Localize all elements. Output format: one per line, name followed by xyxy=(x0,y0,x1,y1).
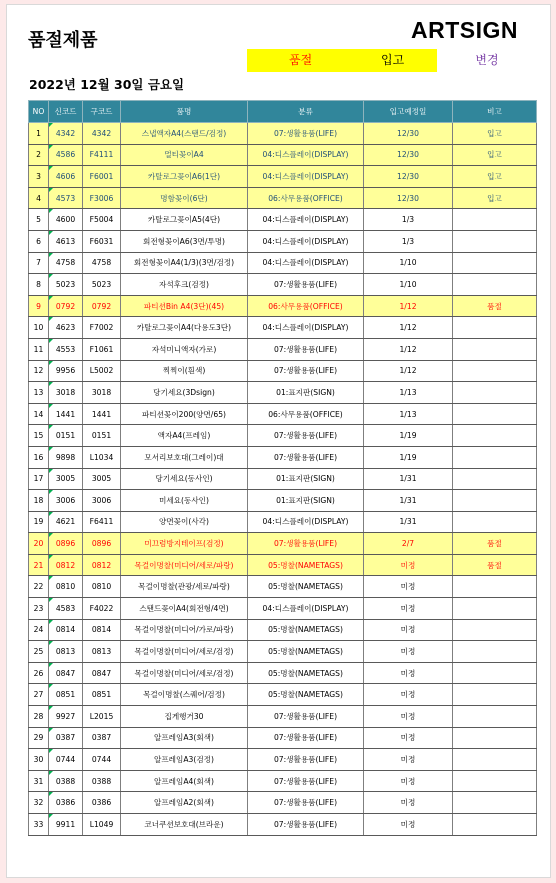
cell-product-name[interactable]: 파티션Bin A4(3단)(45) xyxy=(121,295,248,317)
cell-new-code[interactable]: 4342 xyxy=(49,123,83,145)
col-header-old-code[interactable]: 구코드 xyxy=(83,101,121,123)
cell-note[interactable] xyxy=(453,684,537,706)
cell-product-name[interactable]: 알프레임A4(회색) xyxy=(121,770,248,792)
cell-no[interactable]: 28 xyxy=(29,706,49,728)
cell-category[interactable]: 07:생활용품(LIFE) xyxy=(248,360,364,382)
cell-arrival-date[interactable]: 미정 xyxy=(364,814,453,836)
cell-new-code[interactable]: 9898 xyxy=(49,446,83,468)
cell-new-code[interactable]: 0151 xyxy=(49,425,83,447)
cell-new-code[interactable]: 4613 xyxy=(49,230,83,252)
cell-old-code[interactable]: 0851 xyxy=(83,684,121,706)
cell-arrival-date[interactable]: 1/12 xyxy=(364,317,453,339)
cell-new-code[interactable]: 0896 xyxy=(49,533,83,555)
cell-no[interactable]: 20 xyxy=(29,533,49,555)
table-row xyxy=(29,252,537,274)
cell-new-code[interactable]: 4553 xyxy=(49,338,83,360)
cell-note[interactable] xyxy=(453,209,537,231)
cell-product-name[interactable]: 명함꽂이(6단) xyxy=(121,187,248,209)
legend-changed-label: 변경 xyxy=(475,53,499,67)
cell-product-name[interactable]: 카탈로그꽂이A5(4단) xyxy=(121,209,248,231)
table-row xyxy=(29,554,537,576)
cell-no[interactable]: 29 xyxy=(29,727,49,749)
cell-new-code[interactable]: 0813 xyxy=(49,641,83,663)
cell-category[interactable]: 05:명찰(NAMETAGS) xyxy=(248,641,364,663)
cell-note[interactable] xyxy=(453,641,537,663)
cell-category[interactable]: 04:디스플레이(DISPLAY) xyxy=(248,598,364,620)
table-row xyxy=(29,770,537,792)
cell-old-code[interactable]: F4022 xyxy=(83,598,121,620)
cell-category[interactable]: 05:명찰(NAMETAGS) xyxy=(248,576,364,598)
cell-product-name[interactable]: 알프레임A3(검정) xyxy=(121,749,248,771)
cell-product-name[interactable]: 파티션꽂이200(양면/65) xyxy=(121,403,248,425)
cell-arrival-date[interactable]: 12/30 xyxy=(364,144,453,166)
cell-new-code[interactable]: 9956 xyxy=(49,360,83,382)
cell-note[interactable] xyxy=(453,317,537,339)
cell-product-name[interactable]: 자석미니액자(가로) xyxy=(121,338,248,360)
cell-category[interactable]: 04:디스플레이(DISPLAY) xyxy=(248,317,364,339)
cell-note[interactable] xyxy=(453,446,537,468)
table-row xyxy=(29,425,537,447)
table-row xyxy=(29,187,537,209)
cell-old-code[interactable]: 4342 xyxy=(83,123,121,145)
cell-arrival-date[interactable]: 1/31 xyxy=(364,468,453,490)
cell-no[interactable]: 3 xyxy=(29,166,49,188)
cell-note[interactable] xyxy=(453,770,537,792)
cell-note[interactable] xyxy=(453,576,537,598)
cell-new-code[interactable]: 1441 xyxy=(49,403,83,425)
cell-old-code[interactable]: 0744 xyxy=(83,749,121,771)
table-row xyxy=(29,230,537,252)
cell-new-code[interactable]: 0812 xyxy=(49,554,83,576)
cell-no[interactable]: 8 xyxy=(29,274,49,296)
cell-note[interactable] xyxy=(453,619,537,641)
cell-arrival-date[interactable]: 1/31 xyxy=(364,511,453,533)
cell-product-name[interactable]: 회전형꽂이A6(3면/투명) xyxy=(121,230,248,252)
table-row xyxy=(29,446,537,468)
cell-note[interactable] xyxy=(453,598,537,620)
col-header-arrival-date[interactable]: 입고예정일 xyxy=(364,101,453,123)
cell-product-name[interactable]: 스냅액자A4(스탠드/검정) xyxy=(121,123,248,145)
cell-new-code[interactable]: 3005 xyxy=(49,468,83,490)
table-row xyxy=(29,511,537,533)
cell-product-name[interactable]: 회전형꽂이A4(1/3)(3면/검정) xyxy=(121,252,248,274)
cell-old-code[interactable]: L2015 xyxy=(83,706,121,728)
cell-note[interactable] xyxy=(453,252,537,274)
cell-product-name[interactable]: 코너쿠션보호대(브라운) xyxy=(121,814,248,836)
cell-old-code[interactable]: 0386 xyxy=(83,792,121,814)
cell-product-name[interactable]: 모서리보호대(그레이)대 xyxy=(121,446,248,468)
cell-category[interactable]: 07:생활용품(LIFE) xyxy=(248,770,364,792)
table-row xyxy=(29,792,537,814)
cell-note[interactable] xyxy=(453,814,537,836)
table-row xyxy=(29,727,537,749)
table-row xyxy=(29,166,537,188)
cell-old-code[interactable]: 3006 xyxy=(83,490,121,512)
cell-no[interactable]: 24 xyxy=(29,619,49,641)
cell-old-code[interactable]: F6411 xyxy=(83,511,121,533)
cell-note[interactable] xyxy=(453,403,537,425)
cell-category[interactable]: 04:디스플레이(DISPLAY) xyxy=(248,511,364,533)
cell-no[interactable]: 33 xyxy=(29,814,49,836)
table-row xyxy=(29,684,537,706)
cell-arrival-date[interactable]: 1/19 xyxy=(364,425,453,447)
cell-category[interactable]: 04:디스플레이(DISPLAY) xyxy=(248,144,364,166)
spreadsheet-page xyxy=(6,4,551,878)
table-row xyxy=(29,360,537,382)
cell-product-name[interactable]: 스탠드꽂이A4(회전형/4면) xyxy=(121,598,248,620)
cell-new-code[interactable]: 3018 xyxy=(49,382,83,404)
cell-new-code[interactable]: 0792 xyxy=(49,295,83,317)
cell-arrival-date[interactable]: 1/10 xyxy=(364,252,453,274)
cell-new-code[interactable]: 4606 xyxy=(49,166,83,188)
cell-category[interactable]: 05:명찰(NAMETAGS) xyxy=(248,684,364,706)
cell-product-name[interactable]: 미끄럼방지테이프(검정) xyxy=(121,533,248,555)
cell-no[interactable]: 26 xyxy=(29,662,49,684)
cell-no[interactable]: 27 xyxy=(29,684,49,706)
cell-arrival-date[interactable]: 미정 xyxy=(364,598,453,620)
table-row xyxy=(29,295,537,317)
cell-no[interactable]: 4 xyxy=(29,187,49,209)
cell-note[interactable]: 입고 xyxy=(453,187,537,209)
cell-arrival-date[interactable]: 12/30 xyxy=(364,166,453,188)
cell-no[interactable]: 21 xyxy=(29,554,49,576)
cell-arrival-date[interactable]: 1/12 xyxy=(364,360,453,382)
cell-note[interactable] xyxy=(453,727,537,749)
cell-category[interactable]: 07:생활용품(LIFE) xyxy=(248,274,364,296)
cell-arrival-date[interactable]: 1/13 xyxy=(364,403,453,425)
cell-product-name[interactable]: 멀티꽂이A4 xyxy=(121,144,248,166)
cell-arrival-date[interactable]: 미정 xyxy=(364,554,453,576)
cell-category[interactable]: 07:생활용품(LIFE) xyxy=(248,749,364,771)
table-row xyxy=(29,468,537,490)
cell-new-code[interactable]: 4573 xyxy=(49,187,83,209)
cell-old-code[interactable]: 0151 xyxy=(83,425,121,447)
cell-product-name[interactable]: 자석후크(검정) xyxy=(121,274,248,296)
cell-no[interactable]: 12 xyxy=(29,360,49,382)
cell-product-name[interactable]: 액자A4(프레임) xyxy=(121,425,248,447)
cell-old-code[interactable]: 3018 xyxy=(83,382,121,404)
cell-arrival-date[interactable]: 미정 xyxy=(364,641,453,663)
cell-old-code[interactable]: F1061 xyxy=(83,338,121,360)
cell-note[interactable] xyxy=(453,511,537,533)
cell-arrival-date[interactable]: 1/12 xyxy=(364,338,453,360)
table-row xyxy=(29,706,537,728)
cell-new-code[interactable]: 0814 xyxy=(49,619,83,641)
cell-arrival-date[interactable]: 미정 xyxy=(364,727,453,749)
cell-no[interactable]: 16 xyxy=(29,446,49,468)
cell-no[interactable]: 1 xyxy=(29,123,49,145)
cell-new-code[interactable]: 0851 xyxy=(49,684,83,706)
cell-arrival-date[interactable]: 미정 xyxy=(364,770,453,792)
cell-note[interactable] xyxy=(453,468,537,490)
legend-incoming-label: 입고 xyxy=(381,53,405,67)
cell-category[interactable]: 07:생활용품(LIFE) xyxy=(248,533,364,555)
cell-old-code[interactable]: 4758 xyxy=(83,252,121,274)
cell-product-name[interactable]: 양면꽂이(사각) xyxy=(121,511,248,533)
cell-new-code[interactable]: 0386 xyxy=(49,792,83,814)
cell-note[interactable] xyxy=(453,425,537,447)
soldout-table xyxy=(28,100,537,836)
table-row xyxy=(29,317,537,339)
cell-category[interactable]: 07:생활용품(LIFE) xyxy=(248,792,364,814)
cell-category[interactable]: 07:생활용품(LIFE) xyxy=(248,425,364,447)
cell-arrival-date[interactable]: 미정 xyxy=(364,792,453,814)
cell-note[interactable] xyxy=(453,662,537,684)
cell-note[interactable] xyxy=(453,230,537,252)
cell-category[interactable]: 01:표지판(SIGN) xyxy=(248,382,364,404)
cell-arrival-date[interactable]: 미정 xyxy=(364,749,453,771)
table-row xyxy=(29,641,537,663)
brand-logo-text: ARTSIGN xyxy=(411,17,518,43)
cell-no[interactable]: 15 xyxy=(29,425,49,447)
table-row xyxy=(29,619,537,641)
cell-old-code[interactable]: F5004 xyxy=(83,209,121,231)
cell-product-name[interactable]: 집게행거30 xyxy=(121,706,248,728)
table-row xyxy=(29,123,537,145)
table-row xyxy=(29,814,537,836)
cell-category[interactable]: 07:생활용품(LIFE) xyxy=(248,338,364,360)
cell-new-code[interactable]: 9911 xyxy=(49,814,83,836)
table-row xyxy=(29,382,537,404)
cell-category[interactable]: 07:생활용품(LIFE) xyxy=(248,727,364,749)
cell-category[interactable]: 07:생활용품(LIFE) xyxy=(248,706,364,728)
cell-no[interactable]: 5 xyxy=(29,209,49,231)
cell-no[interactable]: 19 xyxy=(29,511,49,533)
cell-no[interactable]: 9 xyxy=(29,295,49,317)
cell-arrival-date[interactable]: 미정 xyxy=(364,684,453,706)
cell-note[interactable]: 품절 xyxy=(453,554,537,576)
cell-old-code[interactable]: F6001 xyxy=(83,166,121,188)
cell-old-code[interactable]: L5002 xyxy=(83,360,121,382)
cell-arrival-date[interactable]: 12/30 xyxy=(364,123,453,145)
cell-note[interactable]: 입고 xyxy=(453,144,537,166)
cell-category[interactable]: 06:사무용품(OFFICE) xyxy=(248,403,364,425)
cell-product-name[interactable]: 목걸이명찰(미디어/가로/파랑) xyxy=(121,619,248,641)
cell-category[interactable]: 01:표지판(SIGN) xyxy=(248,468,364,490)
cell-new-code[interactable]: 0387 xyxy=(49,727,83,749)
cell-no[interactable]: 23 xyxy=(29,598,49,620)
cell-old-code[interactable]: 0388 xyxy=(83,770,121,792)
cell-old-code[interactable]: 0813 xyxy=(83,641,121,663)
cell-new-code[interactable]: 4600 xyxy=(49,209,83,231)
cell-no[interactable]: 31 xyxy=(29,770,49,792)
cell-note[interactable] xyxy=(453,274,537,296)
cell-new-code[interactable]: 4586 xyxy=(49,144,83,166)
col-header-category[interactable]: 분류 xyxy=(248,101,364,123)
table-row xyxy=(29,144,537,166)
cell-category[interactable]: 05:명찰(NAMETAGS) xyxy=(248,662,364,684)
cell-old-code[interactable]: 0814 xyxy=(83,619,121,641)
cell-arrival-date[interactable]: 1/3 xyxy=(364,209,453,231)
cell-arrival-date[interactable]: 1/12 xyxy=(364,295,453,317)
cell-arrival-date[interactable]: 미정 xyxy=(364,619,453,641)
cell-old-code[interactable]: F4111 xyxy=(83,144,121,166)
cell-note[interactable]: 품절 xyxy=(453,295,537,317)
table-row xyxy=(29,576,537,598)
cell-arrival-date[interactable]: 1/19 xyxy=(364,446,453,468)
col-header-new-code[interactable]: 신코드 xyxy=(49,101,83,123)
table-row xyxy=(29,662,537,684)
cell-no[interactable]: 13 xyxy=(29,382,49,404)
cell-category[interactable]: 06:사무용품(OFFICE) xyxy=(248,295,364,317)
cell-no[interactable]: 2 xyxy=(29,144,49,166)
cell-category[interactable]: 04:디스플레이(DISPLAY) xyxy=(248,230,364,252)
cell-category[interactable]: 07:생활용품(LIFE) xyxy=(248,123,364,145)
cell-old-code[interactable]: 3005 xyxy=(83,468,121,490)
cell-category[interactable]: 04:디스플레이(DISPLAY) xyxy=(248,252,364,274)
table-row xyxy=(29,598,537,620)
cell-product-name[interactable]: 당기세요(동사인) xyxy=(121,468,248,490)
cell-arrival-date[interactable]: 1/3 xyxy=(364,230,453,252)
table-row xyxy=(29,749,537,771)
cell-new-code[interactable]: 3006 xyxy=(49,490,83,512)
cell-new-code[interactable]: 0388 xyxy=(49,770,83,792)
cell-old-code[interactable]: 0387 xyxy=(83,727,121,749)
cell-no[interactable]: 17 xyxy=(29,468,49,490)
cell-new-code[interactable]: 0744 xyxy=(49,749,83,771)
table-row xyxy=(29,338,537,360)
cell-category[interactable]: 07:생활용품(LIFE) xyxy=(248,446,364,468)
cell-old-code[interactable]: 5023 xyxy=(83,274,121,296)
col-header-product-name[interactable]: 품명 xyxy=(121,101,248,123)
cell-old-code[interactable]: 1441 xyxy=(83,403,121,425)
table-row xyxy=(29,403,537,425)
cell-note[interactable] xyxy=(453,360,537,382)
cell-old-code[interactable]: 0896 xyxy=(83,533,121,555)
cell-product-name[interactable]: 카탈로그꽂이A4(다용도3단) xyxy=(121,317,248,339)
cell-note[interactable] xyxy=(453,792,537,814)
cell-old-code[interactable]: 0812 xyxy=(83,554,121,576)
cell-arrival-date[interactable]: 1/31 xyxy=(364,490,453,512)
page-title: 품절제품 xyxy=(28,30,98,51)
cell-no[interactable]: 7 xyxy=(29,252,49,274)
cell-note[interactable]: 입고 xyxy=(453,166,537,188)
cell-arrival-date[interactable]: 1/13 xyxy=(364,382,453,404)
cell-note[interactable] xyxy=(453,338,537,360)
cell-category[interactable]: 04:디스플레이(DISPLAY) xyxy=(248,166,364,188)
cell-arrival-date[interactable]: 12/30 xyxy=(364,187,453,209)
cell-arrival-date[interactable]: 미정 xyxy=(364,662,453,684)
table-row xyxy=(29,533,537,555)
cell-note[interactable]: 입고 xyxy=(453,123,537,145)
cell-product-name[interactable]: 목걸이명찰(미디어/세로/검정) xyxy=(121,641,248,663)
cell-old-code[interactable]: 0810 xyxy=(83,576,121,598)
cell-note[interactable]: 품절 xyxy=(453,533,537,555)
cell-product-name[interactable]: 목걸이명찰(미디어/세로/파랑) xyxy=(121,554,248,576)
cell-no[interactable]: 25 xyxy=(29,641,49,663)
cell-no[interactable]: 10 xyxy=(29,317,49,339)
cell-new-code[interactable]: 4758 xyxy=(49,252,83,274)
cell-old-code[interactable]: F6031 xyxy=(83,230,121,252)
col-header-no[interactable]: NO xyxy=(29,101,49,123)
cell-arrival-date[interactable]: 미정 xyxy=(364,706,453,728)
cell-note[interactable] xyxy=(453,382,537,404)
cell-note[interactable] xyxy=(453,706,537,728)
table-row xyxy=(29,274,537,296)
cell-category[interactable]: 07:생활용품(LIFE) xyxy=(248,814,364,836)
cell-no[interactable]: 30 xyxy=(29,749,49,771)
legend-soldout-label: 품절 xyxy=(289,53,313,67)
cell-note[interactable] xyxy=(453,749,537,771)
legend-highlight-bar xyxy=(247,49,437,72)
cell-new-code[interactable]: 9927 xyxy=(49,706,83,728)
cell-product-name[interactable]: 목걸이명찰(미디어/세로/검정) xyxy=(121,662,248,684)
cell-no[interactable]: 14 xyxy=(29,403,49,425)
cell-arrival-date[interactable]: 2/7 xyxy=(364,533,453,555)
cell-note[interactable] xyxy=(453,490,537,512)
cell-product-name[interactable]: 목걸이명찰(관광/세로/파랑) xyxy=(121,576,248,598)
table-row xyxy=(29,490,537,512)
cell-new-code[interactable]: 0847 xyxy=(49,662,83,684)
cell-new-code[interactable]: 4583 xyxy=(49,598,83,620)
cell-no[interactable]: 18 xyxy=(29,490,49,512)
cell-new-code[interactable]: 4623 xyxy=(49,317,83,339)
cell-new-code[interactable]: 0810 xyxy=(49,576,83,598)
cell-category[interactable]: 01:표지판(SIGN) xyxy=(248,490,364,512)
cell-product-name[interactable]: 카탈로그꽂이A6(1단) xyxy=(121,166,248,188)
cell-new-code[interactable]: 5023 xyxy=(49,274,83,296)
cell-arrival-date[interactable]: 1/10 xyxy=(364,274,453,296)
cell-product-name[interactable]: 알프레임A3(회색) xyxy=(121,727,248,749)
cell-new-code[interactable]: 4621 xyxy=(49,511,83,533)
cell-category[interactable]: 06:사무용품(OFFICE) xyxy=(248,187,364,209)
cell-no[interactable]: 6 xyxy=(29,230,49,252)
cell-old-code[interactable]: L1049 xyxy=(83,814,121,836)
cell-category[interactable]: 05:명찰(NAMETAGS) xyxy=(248,619,364,641)
cell-old-code[interactable]: L1034 xyxy=(83,446,121,468)
col-header-note[interactable]: 비고 xyxy=(453,101,537,123)
cell-category[interactable]: 05:명찰(NAMETAGS) xyxy=(248,554,364,576)
cell-old-code[interactable]: 0792 xyxy=(83,295,121,317)
cell-product-name[interactable]: 목걸이명찰(스퀘어/검정) xyxy=(121,684,248,706)
cell-old-code[interactable]: F7002 xyxy=(83,317,121,339)
cell-old-code[interactable]: F3006 xyxy=(83,187,121,209)
cell-no[interactable]: 22 xyxy=(29,576,49,598)
report-date: 2022년 12월 30일 금요일 xyxy=(29,77,185,92)
cell-product-name[interactable]: 알프레임A2(회색) xyxy=(121,792,248,814)
cell-no[interactable]: 11 xyxy=(29,338,49,360)
cell-product-name[interactable]: 찍찍이(흰색) xyxy=(121,360,248,382)
cell-arrival-date[interactable]: 미정 xyxy=(364,576,453,598)
cell-old-code[interactable]: 0847 xyxy=(83,662,121,684)
cell-no[interactable]: 32 xyxy=(29,792,49,814)
cell-product-name[interactable]: 당기세요(3Dsign) xyxy=(121,382,248,404)
cell-product-name[interactable]: 미세요(동사인) xyxy=(121,490,248,512)
cell-category[interactable]: 04:디스플레이(DISPLAY) xyxy=(248,209,364,231)
table-row xyxy=(29,209,537,231)
table-header-row xyxy=(29,101,537,123)
